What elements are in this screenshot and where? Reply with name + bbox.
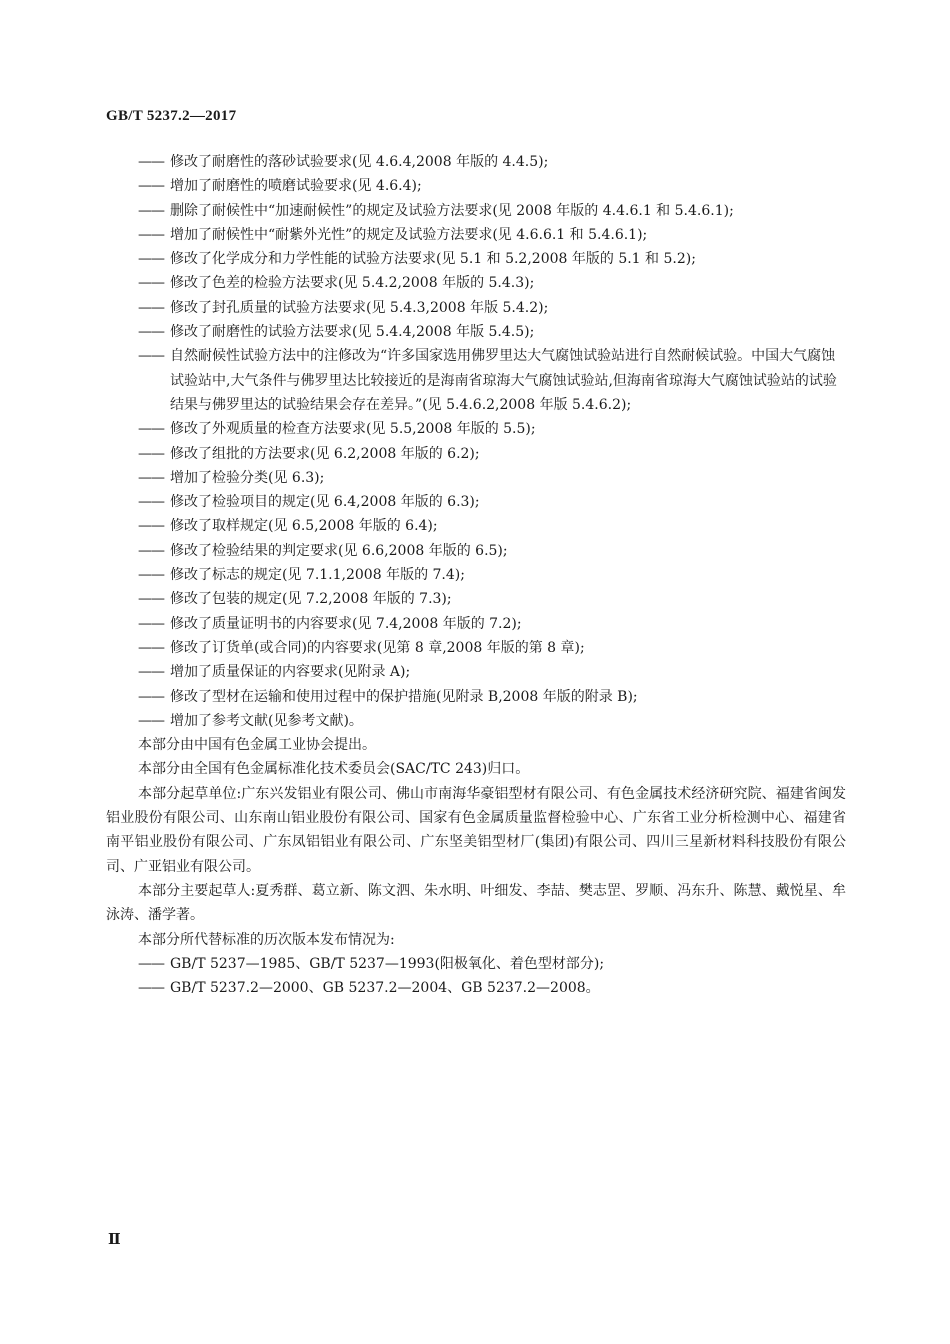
- list-item: —— 修改了封孔质量的试验方法要求(见 5.4.3,2008 年版 5.4.2);: [106, 296, 846, 320]
- dash-marker: ——: [138, 226, 164, 243]
- dash-marker: ——: [138, 178, 164, 195]
- dash-marker: ——: [138, 591, 164, 608]
- page-number: Ⅱ: [108, 1232, 121, 1248]
- list-item: —— 增加了检验分类(见 6.3);: [106, 466, 846, 490]
- dash-marker: ——: [138, 494, 164, 511]
- list-item: —— 修改了化学成分和力学性能的试验方法要求(见 5.1 和 5.2,2008 年版的 5.1 和 5.2);: [106, 247, 846, 271]
- list-item: —— 修改了色差的检验方法要求(见 5.4.2,2008 年版的 5.4.3);: [106, 271, 846, 295]
- list-item: —— 修改了质量证明书的内容要求(见 7.4,2008 年版的 7.2);: [106, 612, 846, 636]
- dash-marker: ——: [138, 664, 164, 681]
- list-item: —— 删除了耐候性中“加速耐候性”的规定及试验方法要求(见 2008 年版的 4.4.6.1 和 5.4.6.1);: [106, 199, 846, 223]
- dash-marker: ——: [138, 980, 164, 997]
- dash-marker: ——: [138, 712, 164, 729]
- proposer-paragraph: 本部分由中国有色金属工业协会提出。: [138, 737, 376, 754]
- dash-marker: ——: [138, 567, 164, 584]
- list-item: —— 修改了型材在运输和使用过程中的保护措施(见附录 B,2008 年版的附录 B);: [106, 685, 846, 709]
- dash-marker: ——: [138, 955, 164, 972]
- dash-marker: ——: [138, 542, 164, 559]
- list-item: —— 修改了标志的规定(见 7.1.1,2008 年版的 7.4);: [106, 563, 846, 587]
- history-list: [106, 952, 846, 1001]
- list-item: —— 修改了耐磨性的落砂试验要求(见 4.6.4,2008 年版的 4.4.5);: [106, 150, 846, 174]
- changes-list: [106, 150, 846, 733]
- list-item: —— 修改了组批的方法要求(见 6.2,2008 年版的 6.2);: [106, 442, 846, 466]
- dash-marker: ——: [138, 324, 164, 341]
- dash-marker: ——: [138, 275, 164, 292]
- list-item: —— GB/T 5237—1985、GB/T 5237—1993(阳极氧化、着色型材部分);: [106, 952, 846, 976]
- dash-marker: ——: [138, 639, 164, 656]
- list-item: —— 修改了检验结果的判定要求(见 6.6,2008 年版的 6.5);: [106, 539, 846, 563]
- dash-marker: ——: [138, 518, 164, 535]
- dash-marker: ——: [138, 688, 164, 705]
- document-body: [106, 150, 846, 1000]
- dash-marker: ——: [138, 615, 164, 632]
- dash-marker: ——: [138, 251, 164, 268]
- list-item: —— 修改了订货单(或合同)的内容要求(见第 8 章,2008 年版的第 8 章);: [106, 636, 846, 660]
- dash-marker: ——: [138, 202, 164, 219]
- history-intro-paragraph: 本部分所代替标准的历次版本发布情况为:: [138, 931, 395, 948]
- list-item: —— 修改了外观质量的检查方法要求(见 5.5,2008 年版的 5.5);: [106, 417, 846, 441]
- administrator-paragraph: 本部分由全国有色金属标准化技术委员会(SAC/TC 243)归口。: [138, 761, 530, 778]
- list-item: —— 增加了耐磨性的喷磨试验要求(见 4.6.4);: [106, 174, 846, 198]
- main-drafters-paragraph: 本部分主要起草人:夏秀群、葛立新、陈文泗、朱水明、叶细发、李喆、樊志罡、罗顺、冯东升、陈慧、戴悦星、牟泳涛、潘学著。: [106, 882, 846, 924]
- drafting-units-paragraph: 本部分起草单位:广东兴发铝业有限公司、佛山市南海华豪铝型材有限公司、有色金属技术经济研究院、福建省闽发铝业股份有限公司、山东南山铝业股份有限公司、国家有色金属质量监督检验中心、广东省工业分析检测中心、福建省南平铝业股份有限公司、广东凤铝铝业有限公司、广东坚美铝型材厂(集团)有限公司、四川三星新材料科技股份有限公司、广亚铝业有限公司。: [106, 785, 846, 875]
- list-item: —— 增加了质量保证的内容要求(见附录 A);: [106, 660, 846, 684]
- list-item: —— 增加了耐候性中“耐紫外光性”的规定及试验方法要求(见 4.6.6.1 和 5.4.6.1);: [106, 223, 846, 247]
- standard-code-header: GB/T 5237.2—2017: [106, 108, 237, 124]
- dash-marker: ——: [138, 154, 164, 170]
- list-item: —— 修改了取样规定(见 6.5,2008 年版的 6.4);: [106, 514, 846, 538]
- list-item: —— GB/T 5237.2—2000、GB 5237.2—2004、GB 5237.2—2008。: [106, 976, 846, 1000]
- dash-marker: ——: [138, 469, 164, 486]
- list-item: —— 自然耐候性试验方法中的注修改为“许多国家选用佛罗里达大气腐蚀试验站进行自然耐候试验。中国大气腐蚀试验站中,大气条件与佛罗里达比较接近的是海南省琼海大气腐蚀试验站,但海南省琼海大气腐蚀试验站的试验结果与佛罗里达的试验结果会存在差异。”(见 5.4.6.2,2008 年版 5.4.6.2);: [106, 344, 846, 417]
- list-item: —— 修改了检验项目的规定(见 6.4,2008 年版的 6.3);: [106, 490, 846, 514]
- dash-marker: ——: [138, 348, 164, 365]
- list-item: —— 增加了参考文献(见参考文献)。: [106, 709, 846, 733]
- list-item: —— 修改了包装的规定(见 7.2,2008 年版的 7.3);: [106, 587, 846, 611]
- list-item: —— 修改了耐磨性的试验方法要求(见 5.4.4,2008 年版 5.4.5);: [106, 320, 846, 344]
- dash-marker: ——: [138, 421, 164, 438]
- dash-marker: ——: [138, 445, 164, 462]
- dash-marker: ——: [138, 299, 164, 316]
